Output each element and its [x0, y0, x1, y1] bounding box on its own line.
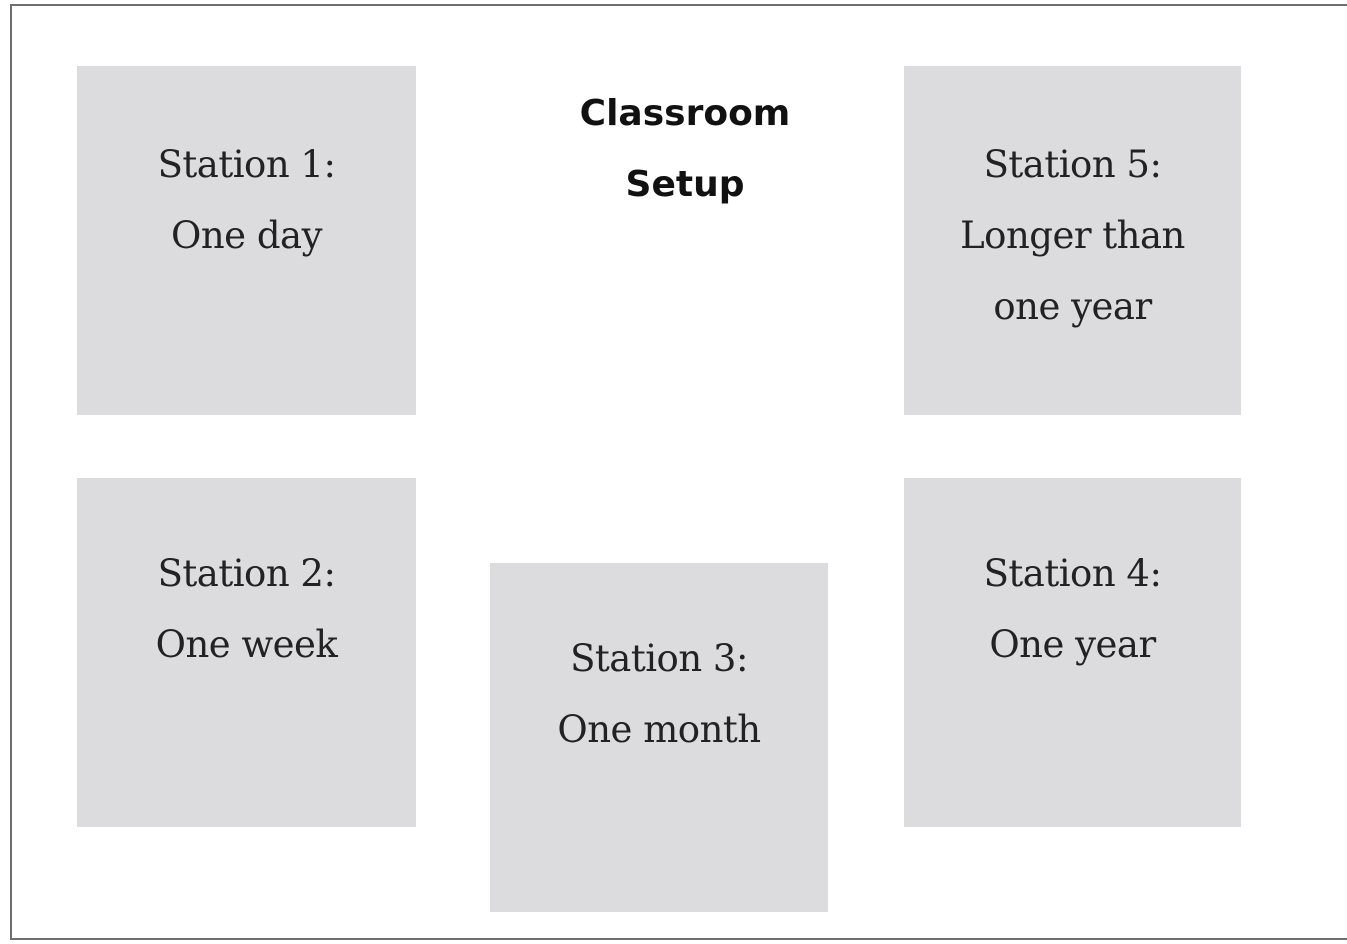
station-5-duration-line-1: Longer than — [960, 214, 1185, 257]
station-1-box — [77, 66, 416, 415]
station-5-label: Station 5: — [983, 143, 1162, 186]
station-4-box — [904, 478, 1241, 827]
station-3-label: Station 3: — [570, 637, 748, 680]
station-5-duration-line-2: one year — [993, 285, 1152, 328]
station-3-duration: One month — [557, 708, 761, 751]
title-line-1: Classroom — [579, 93, 791, 134]
station-1-duration: One day — [171, 214, 322, 257]
station-2-duration: One week — [155, 623, 338, 666]
station-1-label: Station 1: — [157, 143, 336, 186]
station-2-box — [77, 478, 416, 827]
station-3-box — [490, 563, 828, 912]
station-2-label: Station 2: — [157, 552, 336, 595]
station-4-label: Station 4: — [983, 552, 1162, 595]
title-line-2: Setup — [625, 164, 745, 205]
diagram-title — [560, 78, 810, 220]
station-5-box — [904, 66, 1241, 415]
station-4-duration: One year — [989, 623, 1156, 666]
